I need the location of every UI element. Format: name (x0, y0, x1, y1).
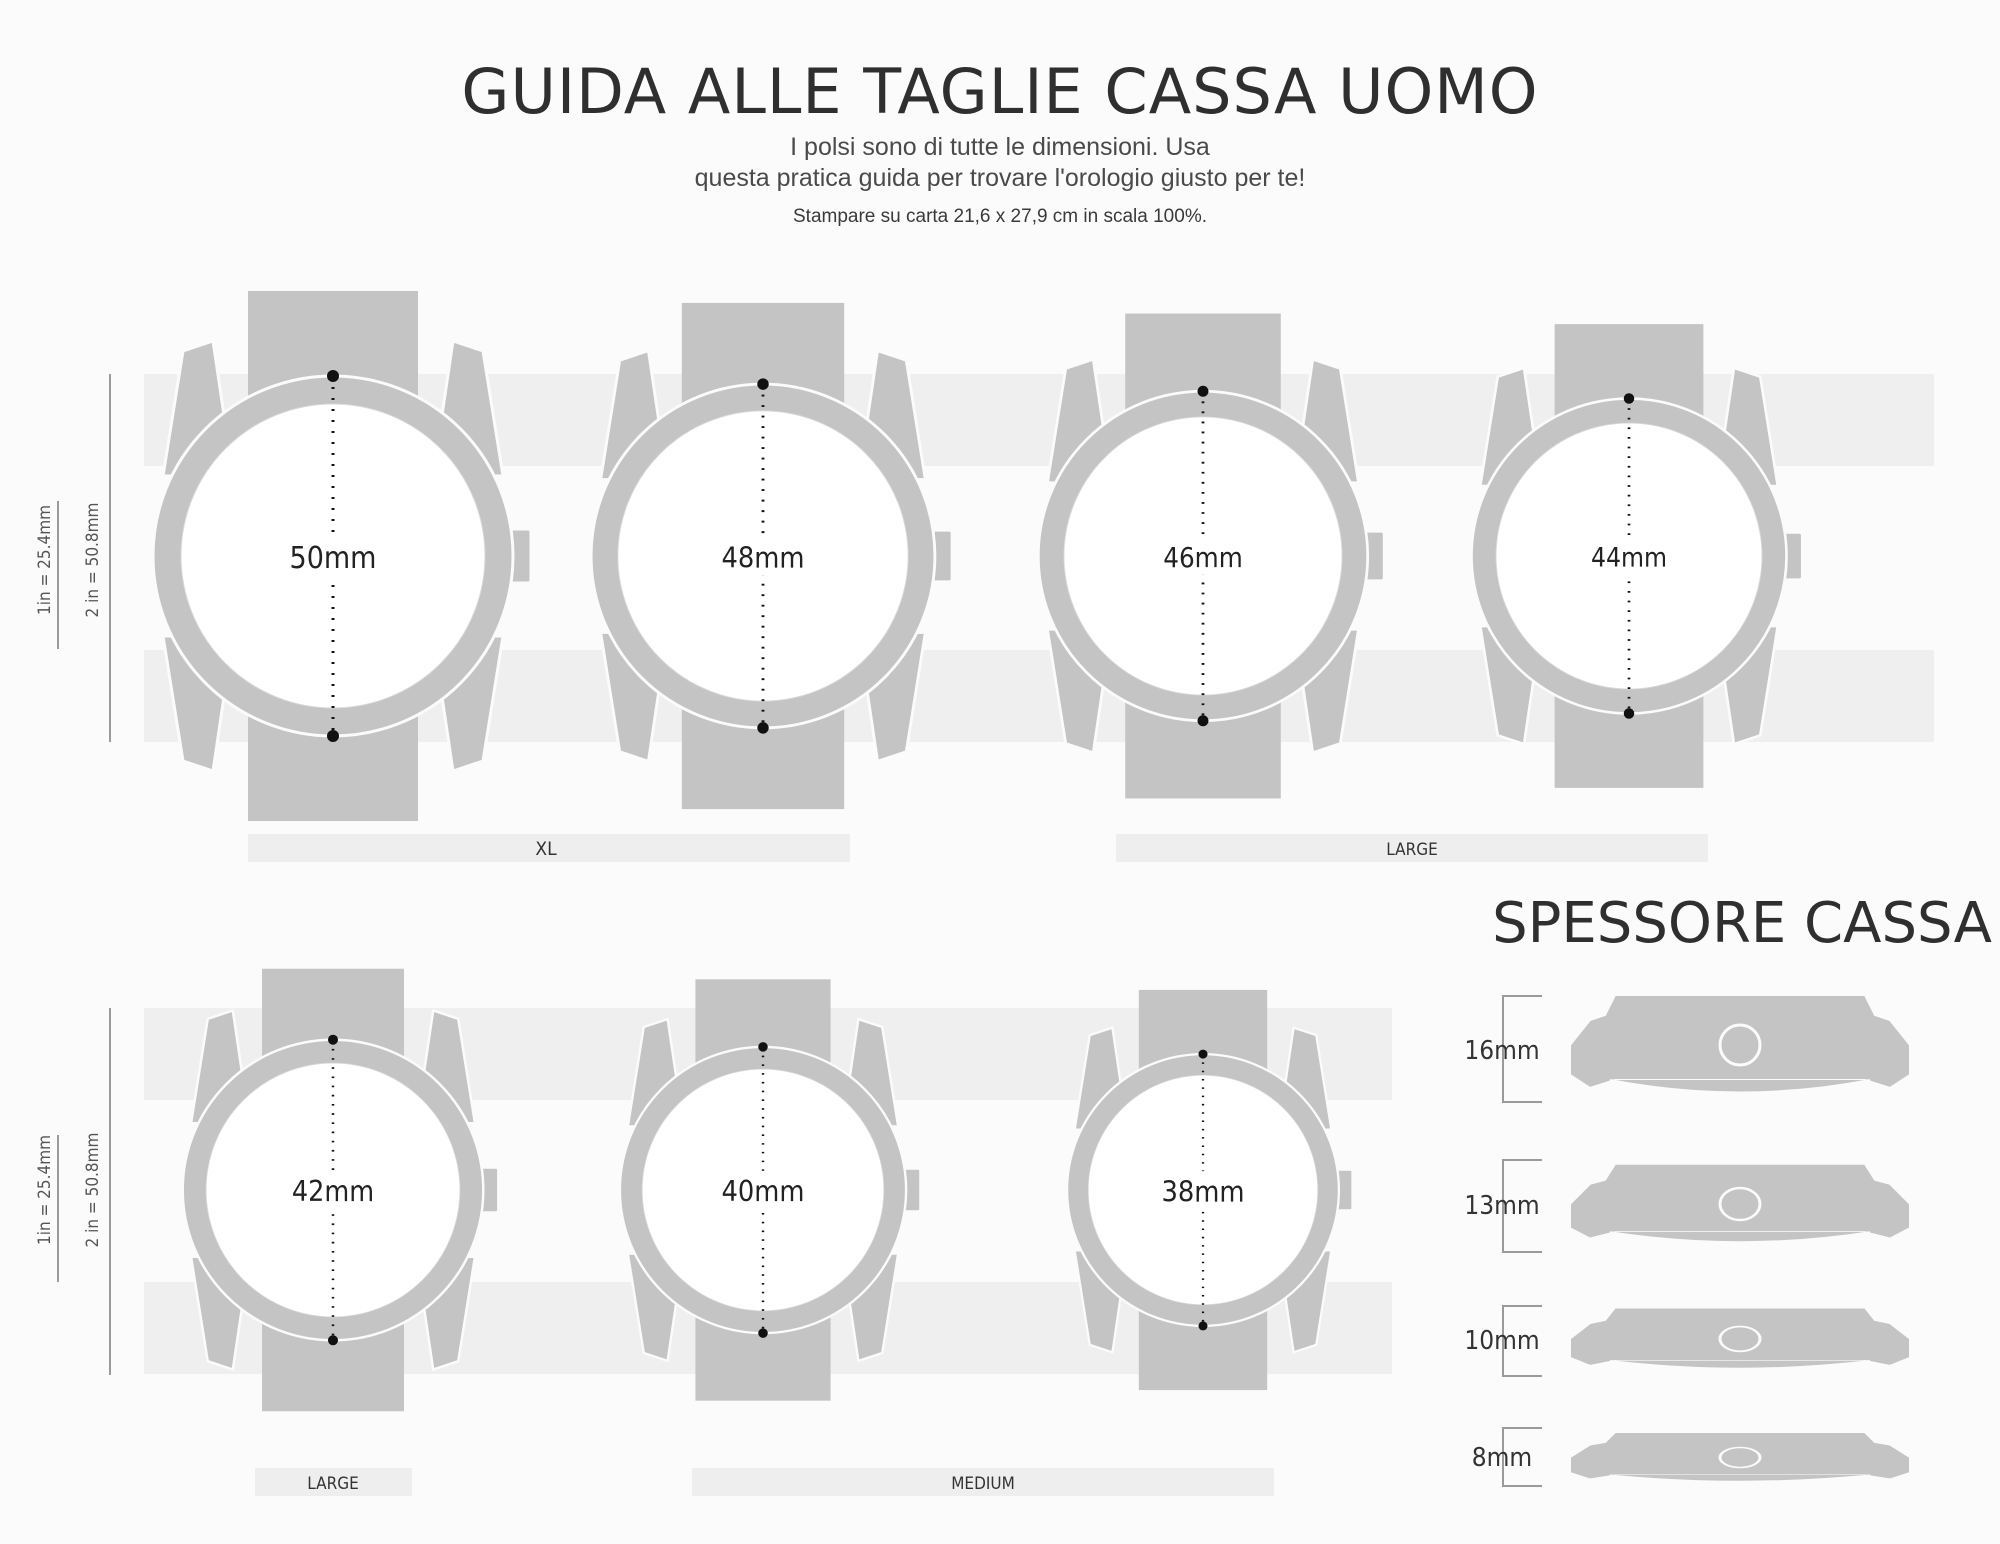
watch-size-label: 42mm (291, 1174, 375, 1208)
watch-size-label: 44mm (1590, 543, 1668, 574)
watch-40mm (620, 979, 921, 1400)
subtitle-line-2: questa pratica guida per trovare l'orologio giusto per te! (694, 164, 1306, 192)
thickness-8mm-label: 8mm (1471, 1443, 1533, 1473)
case-profile-10mm (1570, 1308, 1910, 1368)
watch-size-label: 40mm (721, 1174, 805, 1209)
scale-label-1in-row2: 1in = 25.4mm (35, 1134, 55, 1246)
watch-size-label: 46mm (1163, 542, 1243, 574)
page-title: GUIDA ALLE TAGLIE CASSA UOMO (461, 55, 1539, 128)
group-label-xl: XL (535, 838, 557, 860)
watch-42mm (183, 969, 499, 1412)
case-profile-16mm (1570, 995, 1910, 1093)
watch-44mm (1472, 324, 1803, 788)
thickness-16mm-label: 16mm (1464, 1036, 1540, 1066)
group-label-large-row1: LARGE (1386, 840, 1438, 860)
scale-label-1in: 1in = 25.4mm (35, 504, 55, 616)
watch-size-label: 48mm (721, 540, 805, 575)
subtitle-line-1: I polsi sono di tutte le dimensioni. Usa (790, 133, 1210, 161)
thickness-title: SPESSORE CASSA (1492, 891, 1992, 956)
thickness-10mm-label: 10mm (1464, 1326, 1540, 1356)
group-label-large-row2: LARGE (307, 1474, 359, 1494)
watch-38mm (1067, 990, 1352, 1390)
print-note: Stampare su carta 21,6 x 27,9 cm in scala 100%. (793, 206, 1207, 227)
watch-48mm (591, 303, 952, 809)
case-profile-8mm (1570, 1433, 1910, 1482)
scale-label-2in-row2: 2 in = 50.8mm (83, 1132, 103, 1248)
watch-size-label: 50mm (289, 541, 377, 576)
scale-label-2in: 2 in = 50.8mm (83, 502, 103, 618)
watch-size-label: 38mm (1161, 1174, 1245, 1209)
watch-46mm (1038, 314, 1384, 799)
watch-50mm (153, 291, 531, 821)
case-profile-13mm (1570, 1164, 1910, 1242)
group-label-medium: MEDIUM (951, 1474, 1015, 1494)
thickness-13mm-label: 13mm (1464, 1191, 1540, 1221)
